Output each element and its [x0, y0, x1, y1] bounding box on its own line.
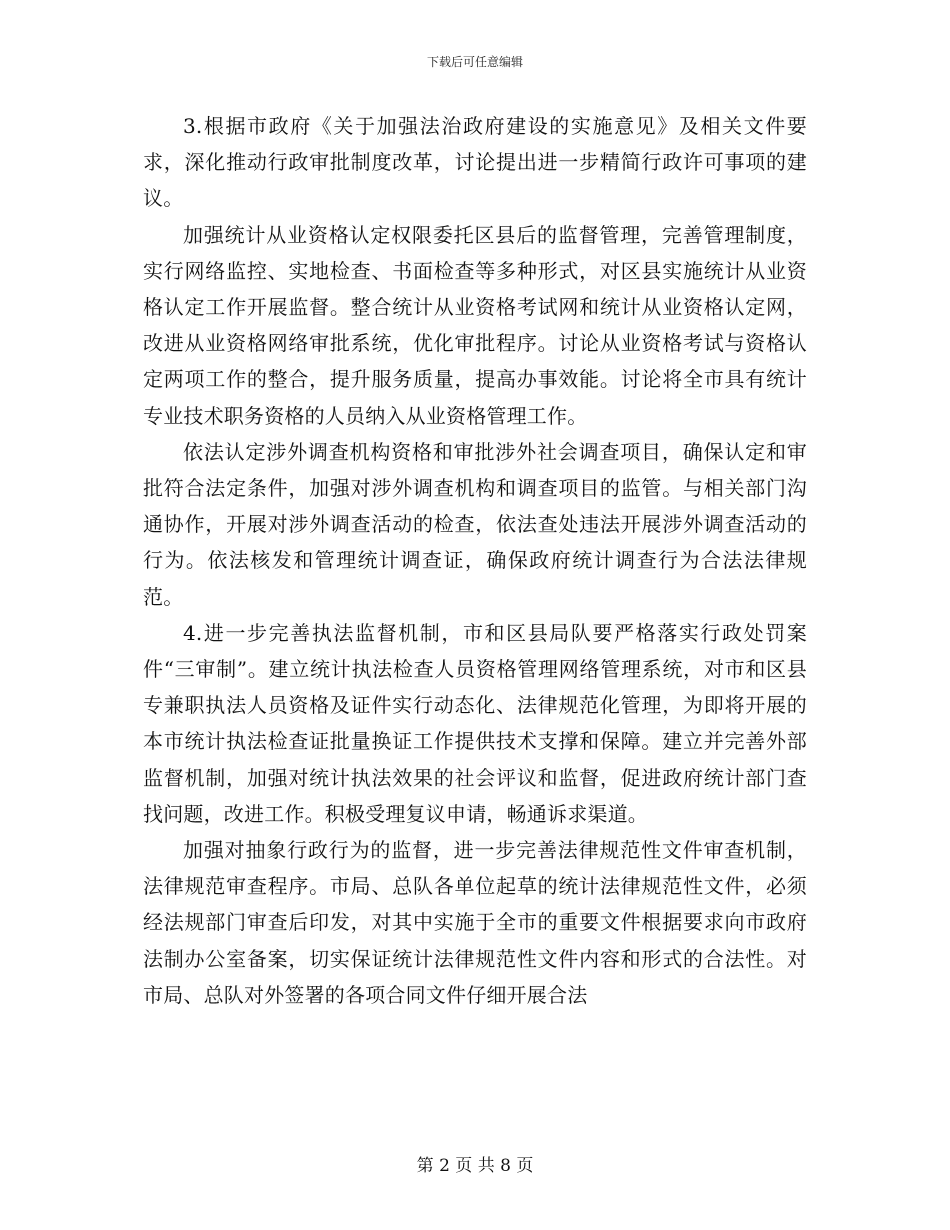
paragraph: 依法认定涉外调查机构资格和审批涉外社会调查项目，确保认定和审批符合法定条件，加强对涉外调查机构和调查项目的监管。与相关部门沟通协作，开展对涉外调查活动的检查，依法查处违法开展涉外调查活动的行为。依法核发和管理统计调查证，确保政府统计调查行为合法法律规范。: [143, 439, 807, 609]
page-number-footer: 第 2 页 共 8 页: [416, 1156, 534, 1176]
paragraph: 加强统计从业资格认定权限委托区县后的监督管理，完善管理制度，实行网络监控、实地检查、书面检查等多种形式，对区县实施统计从业资格认定工作开展监督。整合统计从业资格考试网和统计从业资格认定网，改进从业资格网络审批系统，优化审批程序。讨论从业资格考试与资格认定两项工作的整合，提升服务质量，提高办事效能。讨论将全市具有统计专业技术职务资格的人员纳入从业资格管理工作。: [143, 222, 807, 428]
paragraph: 4.进一步完善执法监督机制，市和区县局队要严格落实行政处罚案件“三审制”。建立统计执法检查人员资格管理网络管理系统，对市和区县专兼职执法人员资格及证件实行动态化、法律规范化管理，为即将开展的本市统计执法检查证批量换证工作提供技术支撑和保障。建立并完善外部监督机制，加强对统计执法效果的社会评议和监督，促进政府统计部门查找问题，改进工作。积极受理复议申请，畅通诉求渠道。: [143, 620, 807, 826]
paragraph: 3.根据市政府《关于加强法治政府建设的实施意见》及相关文件要求，深化推动行政审批制度改革，讨论提出进一步精简行政许可事项的建议。: [143, 114, 807, 211]
document-body: [143, 108, 807, 1013]
page-header: 下载后可任意编辑: [426, 55, 523, 69]
paragraph: 加强对抽象行政行为的监督，进一步完善法律规范性文件审查机制，法律规范审查程序。市局、总队各单位起草的统计法律规范性文件，必须经法规部门审查后印发，对其中实施于全市的重要文件根据要求向市政府法制办公室备案，切实保证统计法律规范性文件内容和形式的合法性。对市局、总队对外签署的各项合同文件仔细开展合法: [143, 838, 807, 1007]
